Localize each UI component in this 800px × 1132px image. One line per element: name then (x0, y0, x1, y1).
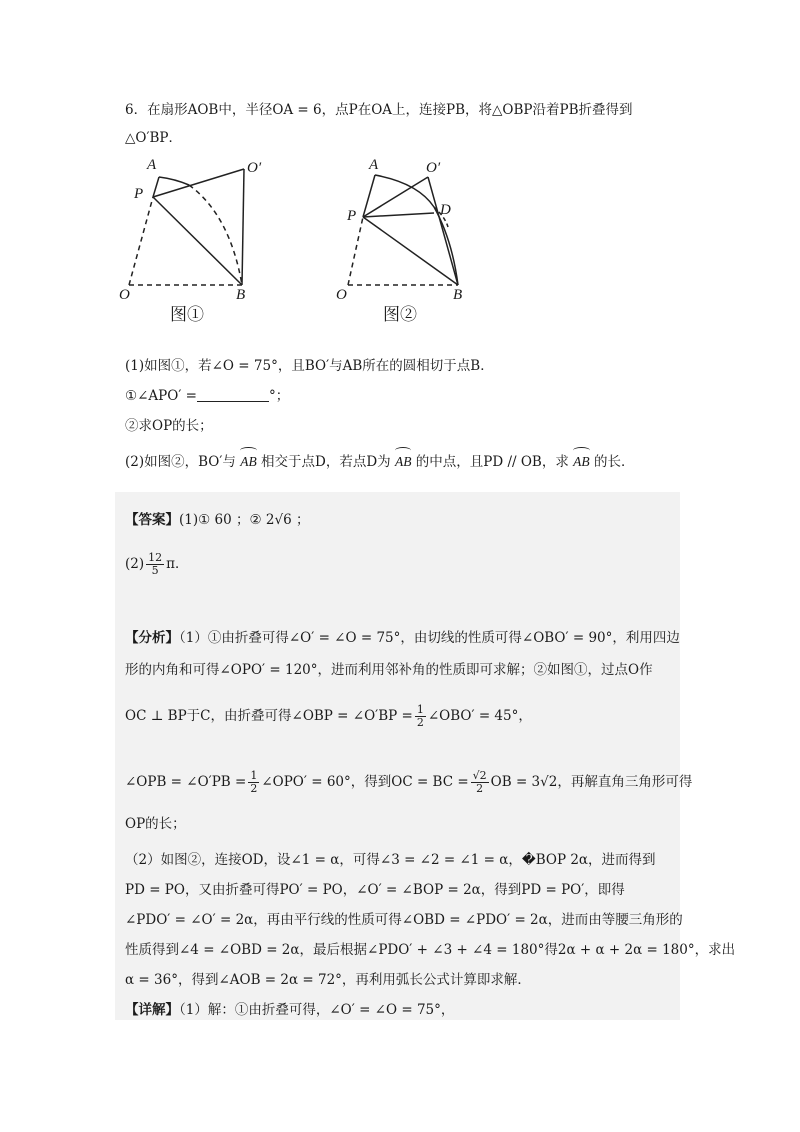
analysis-line-4 (125, 769, 693, 795)
analysis-label: 【分析】 (125, 630, 179, 646)
fig1-label-P: P (134, 186, 144, 202)
analysis-line-2: 形的内角和可得∠OPO′ = 120°，进而利用邻补角的性质即可求解；②如图①，过点O作 (125, 662, 653, 678)
q2-mid2: 的中点，且PD // OB，求 (415, 454, 569, 470)
answer-blank (197, 387, 269, 402)
fraction-numerator: 1 (250, 769, 258, 782)
q1-sub1-suffix: °； (268, 388, 290, 404)
analysis-line-7: PD = PO，又由折叠可得PO′ = PO，∠O′ = ∠BOP = 2α，得到PD = PO′，即得 (125, 882, 625, 898)
analysis-l4-fraction-1 (248, 770, 259, 795)
fraction-denominator: 2 (250, 782, 258, 795)
q2-prefix: (2)如图②，BO′与 (125, 454, 236, 470)
detail-label: 【详解】 (125, 1002, 179, 1018)
fraction-numerator: 12 (148, 551, 163, 564)
fig1-label-O: O (119, 287, 130, 303)
answer-part-1: (1)① 60 ；② 2√6 ； (179, 512, 310, 528)
arc-ab-2: AB (395, 452, 412, 472)
analysis-text-1: （1）①由折叠可得∠O′ = ∠O = 75°，由切线的性质可得∠OBO′ = 90°，利用四边 (179, 630, 680, 646)
arc-ab-1: AB (240, 452, 257, 472)
answer-fraction (146, 552, 164, 577)
fig2-label-O: O (336, 287, 347, 303)
detail-text-1: （1）解：①由折叠可得，∠O′ = ∠O = 75°， (179, 1002, 455, 1018)
fraction-numerator: 1 (416, 703, 424, 716)
answer-line-2 (125, 552, 685, 577)
q1-sub1-prefix: ①∠APO′ = (125, 388, 197, 404)
figure-1-diagram (115, 155, 275, 320)
fig1-label-A: A (147, 157, 157, 173)
question-1: (1)如图①，若∠O = 75°，且BO′与AB所在的圆相切于点B． (125, 358, 494, 374)
fig1-label-O-prime: O′ (247, 160, 262, 176)
analysis-line-10: α = 36°，得到∠AOB = 2α = 72°，再利用弧长公式计算即求解． (125, 972, 531, 988)
fig2-caption: 图② (383, 305, 417, 325)
fig2-label-D: D (440, 202, 451, 218)
arc-ab-3: AB (573, 452, 590, 472)
question-1-sub-1 (125, 386, 685, 406)
analysis-l3-suffix: ∠OBO′ = 45°， (427, 708, 532, 724)
answer-line-1 (125, 510, 685, 530)
fraction-denominator: 5 (151, 564, 159, 577)
fig2-label-O-prime: O′ (426, 160, 441, 176)
analysis-l4-prefix: ∠OPB = ∠O′PB = (125, 774, 247, 790)
analysis-line-8: ∠PDO′ = ∠O′ = 2α，再由平行线的性质可得∠OBD = ∠PDO′ = 2α，进而由等腰三角形的 (125, 912, 683, 928)
analysis-line-6: （2）如图②，连接OD，设∠1 = α，可得∠3 = ∠2 = ∠1 = α，�BOP 2α，进而得到 (125, 852, 656, 868)
fraction-denominator: 2 (416, 716, 424, 729)
fig2-label-B: B (453, 287, 463, 303)
answer-label: 【答案】 (125, 512, 179, 528)
answer-part-2-suffix: π． (166, 556, 189, 572)
fraction-denominator: 2 (476, 782, 484, 795)
analysis-l3-prefix: OC ⊥ BP于C，由折叠可得∠OBP = ∠O′BP = (125, 708, 413, 724)
analysis-line-3 (125, 704, 685, 729)
fig2-label-P: P (347, 208, 357, 224)
analysis-l3-fraction (415, 704, 426, 729)
analysis-line-5: OP的长； (125, 816, 186, 832)
question-2 (125, 452, 685, 472)
fraction-numerator: √2 (472, 769, 487, 782)
answer-part-2-prefix: (2) (125, 556, 145, 572)
question-1-sub-2: ②求OP的长； (125, 418, 213, 434)
q2-mid1: 相交于点D，若点D为 (261, 454, 391, 470)
problem-line-2: △O′BP． (125, 130, 183, 146)
fig1-label-B: B (236, 287, 246, 303)
q2-suffix: 的长． (593, 454, 635, 470)
analysis-line-9: 性质得到∠4 = ∠OBD = 2α，最后根据∠PDO′ + ∠3 + ∠4 = 180°得2α + α + 2α = 180°，求出 (125, 942, 736, 958)
analysis-l4-fraction-2 (471, 770, 489, 795)
analysis-l4-mid: ∠OPO′ = 60°，得到OC = BC = (261, 774, 469, 790)
fig1-caption: 图① (170, 305, 204, 325)
problem-line-1: 6．在扇形AOB中，半径OA = 6，点P在OA上，连接PB，将△OBP沿着PB折叠得到 (125, 102, 633, 118)
fig2-label-A: A (369, 157, 379, 173)
analysis-line-1 (125, 628, 685, 648)
analysis-l4-suffix: OB = 3√2，再解直角三角形可得 (490, 774, 693, 790)
detail-line-1 (125, 1000, 685, 1020)
